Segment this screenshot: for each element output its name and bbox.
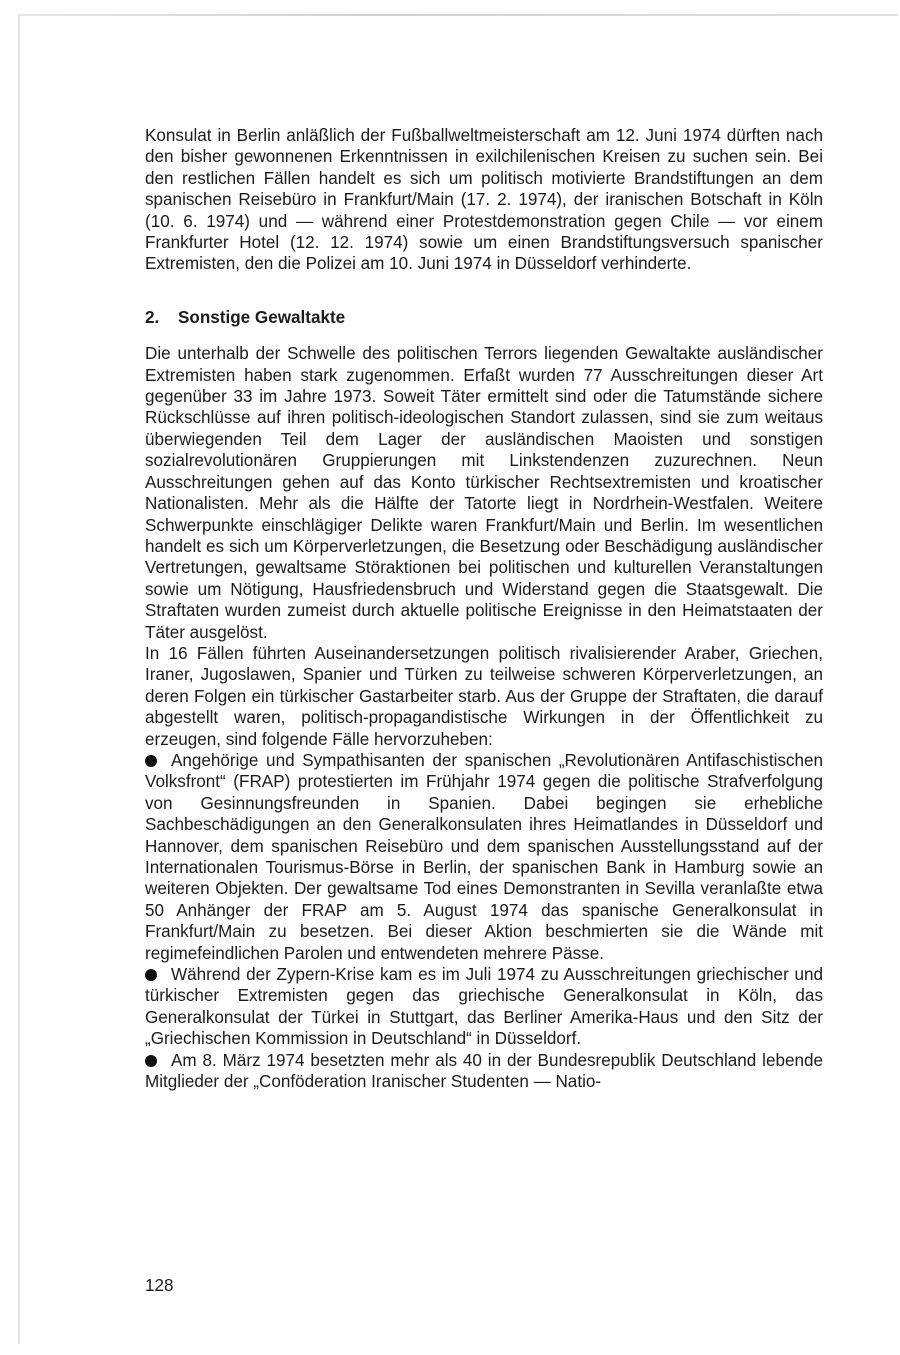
page-number: 128 xyxy=(145,1276,174,1295)
bullet-item-3 xyxy=(145,1050,823,1093)
body-paragraph-2: In 16 Fällen führten Auseinandersetzungen politisch rivalisierender Araber, Griechen, Iraner, Jugoslawen, Spanier und Türken zu teilweise schweren Körperverletzungen, an deren Folgen ein türkischer Gastarbeiter starb. Aus der Gruppe der Straftaten, die darauf abgestellt waren, politisch-propagandistische Wirkungen in der Öffentlichkeit zu erzeugen, sind folgende Fälle hervorzuheben: xyxy=(145,643,823,749)
bullet-icon xyxy=(145,1055,157,1067)
bullet-icon xyxy=(145,969,157,981)
section-heading xyxy=(145,307,823,328)
page-edge-top xyxy=(18,14,898,16)
section-title: Sonstige Gewaltakte xyxy=(178,307,346,327)
section-number: 2. xyxy=(145,307,160,327)
page-content xyxy=(145,125,823,1092)
bullet-icon xyxy=(145,755,157,767)
bullet-text-3: Am 8. März 1974 besetzten mehr als 40 in der Bundesrepublik Deutschland lebende Mitglieder der „Conföderation Iranischer Studenten — Natio- xyxy=(145,1050,823,1092)
page-edge-left xyxy=(18,14,20,1344)
bullet-text-2: Während der Zypern-Krise kam es im Juli 1974 zu Ausschreitungen griechischer und türkischer Extremisten gegen das griechische Generalkonsulat in Köln, das Generalkonsulat der Türkei in Stuttgart, das Berliner Amerika-Haus und den Sitz der „Griechischen Kommission in Deutschland“ in Düsseldorf. xyxy=(145,965,823,1049)
body-paragraph-1: Die unterhalb der Schwelle des politischen Terrors liegenden Gewaltakte ausländischer Extremisten haben stark zugenommen. Erfaßt wurden 77 Ausschreitungen dieser Art gegenüber 33 im Jahre 1973. Soweit Täter ermittelt sind oder die Tatumstände sichere Rückschlüsse auf ihren politisch-ideologischen Standort zulassen, sind sie zum weitaus überwiegenden Teil dem Lager der ausländischen Maoisten und sonstigen sozialrevolutionären Gruppierungen mit Linkstendenzen zuzurechnen. Neun Ausschreitungen gehen auf das Konto türkischer Rechtsextremisten und kroatischer Nationalisten. Mehr als die Hälfte der Tatorte liegt in Nordrhein-Westfalen. Weitere Schwerpunkte einschlägiger Delikte waren Frankfurt/Main und Berlin. Im wesentlichen handelt es sich um Körperverletzungen, die Besetzung oder Beschädigung ausländischer Vertretungen, gewaltsame Störaktionen bei politischen und kulturellen Veranstaltungen sowie um Nötigung, Hausfriedensbruch und Widerstand gegen die Staatsgewalt. Die Straftaten wurden zumeist durch aktuelle politische Ereignisse in den Heimatstaaten der Täter ausgelöst. xyxy=(145,344,823,642)
intro-paragraph: Konsulat in Berlin anläßlich der Fußballweltmeisterschaft am 12. Juni 1974 dürften nach den bisher gewonnenen Erkenntnissen in exilchilenischen Kreisen zu suchen sein. Bei den restlichen Fällen handelt es sich um politisch motivierte Brandstiftungen an dem spanischen Reisebüro in Frankfurt/Main (17. 2. 1974), der iranischen Botschaft in Köln (10. 6. 1974) und — während einer Protestdemonstration gegen Chile — vor einem Frankfurter Hotel (12. 12. 1974) sowie um einen Brandstiftungsversuch spanischer Extremisten, den die Polizei am 10. Juni 1974 in Düsseldorf verhinderte. xyxy=(145,126,823,274)
bullet-item-1 xyxy=(145,750,823,964)
bullet-text-1: Angehörige und Sympathisanten der spanischen „Revolutionären Antifaschistischen Volksfront“ (FRAP) protestierten im Frühjahr 1974 gegen die politische Strafverfolgung von Gesinnungsfreunden in Spanien. Dabei begingen sie erhebliche Sachbeschädigungen an den Generalkonsulaten ihres Heimatlandes in Düsseldorf und Hannover, dem spanischen Reisebüro und dem spanischen Ausstellungsstand auf der Internationalen Tourismus-Börse in Berlin, der spanischen Bank in Hamburg sowie an weiteren Objekten. Der gewaltsame Tod eines Demonstranten in Sevilla veranlaßte etwa 50 Anhänger der FRAP am 5. August 1974 das spanische Generalkonsulat in Frankfurt/Main zu besetzen. Bei dieser Aktion beschmierten sie die Wände mit regimefeindlichen Parolen und entwendeten mehrere Pässe. xyxy=(145,750,823,963)
bullet-item-2 xyxy=(145,964,823,1050)
